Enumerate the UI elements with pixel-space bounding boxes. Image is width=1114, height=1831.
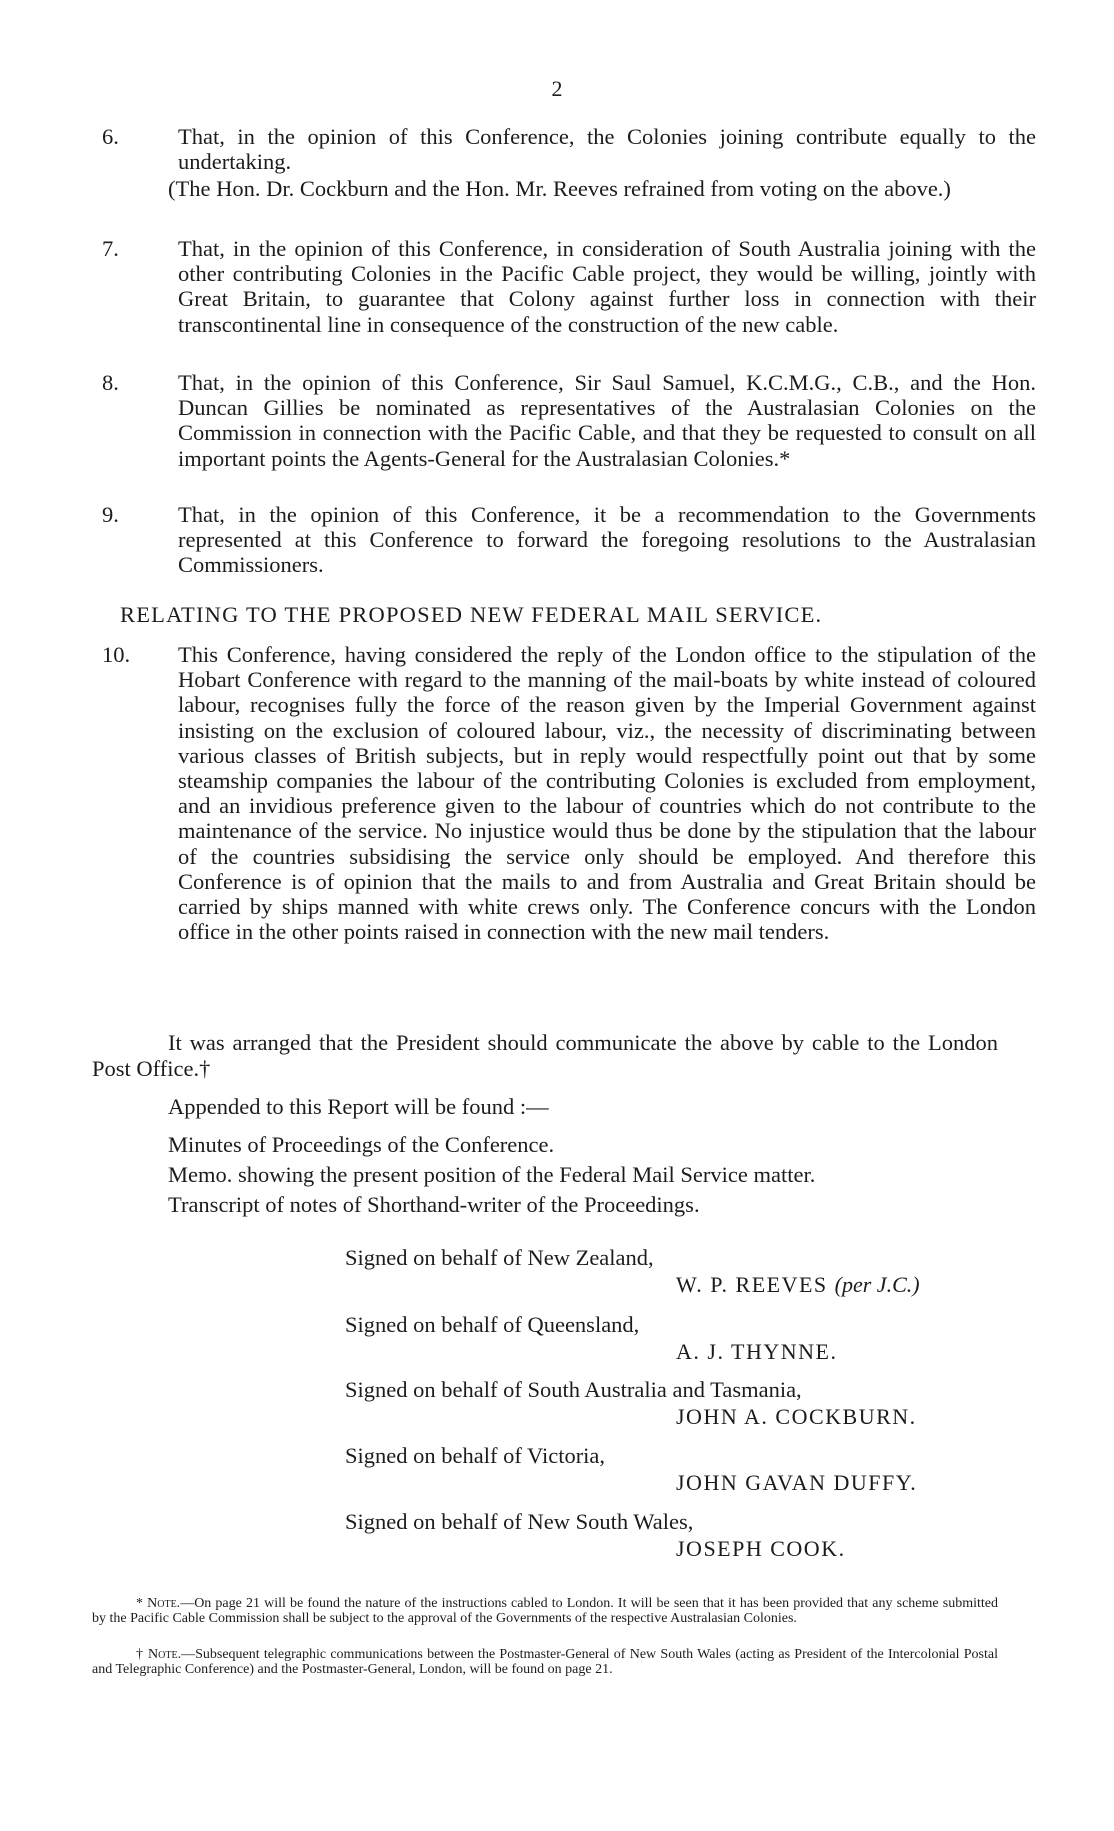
signatory-name: JOHN A. COCKBURN. — [676, 1404, 917, 1429]
resolution-8 — [102, 370, 1036, 471]
appended-item: Memo. showing the present position of the Federal Mail Service matter. — [168, 1162, 816, 1187]
resolution-6 — [102, 124, 1036, 175]
abstention-note: (The Hon. Dr. Cockburn and the Hon. Mr. Reeves refrained from voting on the above.) — [168, 176, 951, 201]
resolution-number: 7. — [102, 236, 119, 261]
page-number: 2 — [551, 76, 563, 101]
appended-intro: Appended to this Report will be found :— — [168, 1094, 549, 1119]
resolution-number: 6. — [102, 124, 119, 149]
signature-line: Signed on behalf of Queensland, — [345, 1312, 640, 1337]
signatory-name: A. J. THYNNE. — [676, 1339, 838, 1364]
footnote-1 — [92, 1597, 998, 1627]
resolution-7 — [102, 236, 1036, 337]
resolution-number: 10. — [102, 642, 131, 667]
resolution-10 — [102, 642, 1036, 945]
resolution-text: That, in the opinion of this Conference, in consideration of South Australia joining with the other contributing Colonies in the Pacific Cable project, they would be willing, jointly with Great Britain, to guarantee that Colony against further loss in connection with their transcontinental line in consequence of the construction of the new cable. — [178, 236, 1036, 337]
resolution-9 — [102, 502, 1036, 578]
signature-line: Signed on behalf of New Zealand, — [345, 1245, 654, 1270]
appended-item: Transcript of notes of Shorthand-writer of the Proceedings. — [168, 1192, 700, 1217]
signatory-name — [676, 1272, 920, 1298]
appended-list — [168, 1130, 815, 1220]
footnote-mark: † Note. — [136, 1647, 182, 1662]
section-heading: RELATING TO THE PROPOSED NEW FEDERAL MAIL SERVICE. — [120, 602, 823, 627]
resolution-text: This Conference, having considered the reply of the London office to the stipulation of the Hobart Conference with regard to the manning of the mail-boats by white instead of coloured labour, recognises fully the force of the reason given by the Imperial Government against insisting on the exclusion of coloured labour, viz., the necessity of discriminating between various classes of British subjects, but in reply would respectfully point out that by some steamship companies the labour of the contributing Colonies is excluded from employment, and an invidious preference given to the labour of countries which do not contribute to the maintenance of the service. No injustice would thus be done by the stipulation that the labour of the countries subsidising the service only should be employed. And therefore this Conference is of opinion that the mails to and from Australia and Great Britain should be carried by ships manned with white crews only. The Conference concurs with the London office in the other points raised in connection with the new mail tenders. — [178, 642, 1036, 945]
resolution-text: That, in the opinion of this Conference, the Colonies joining contribute equally to the undertaking. — [178, 124, 1036, 175]
appended-item: Minutes of Proceedings of the Conference. — [168, 1132, 555, 1157]
resolution-text: That, in the opinion of this Conference, Sir Saul Samuel, K.C.M.G., C.B., and the Hon. Duncan Gillies be nominated as representatives of the Australasian Colonies on the Commission in connection with the Pacific Cable, and that they be requested to consult on all important points the Agents-General for the Australasian Colonies.* — [178, 370, 1036, 471]
resolution-number: 9. — [102, 502, 119, 527]
signatory-name-text: W. P. REEVES — [676, 1272, 828, 1297]
footnote-2 — [92, 1648, 998, 1678]
signatory-name: JOHN GAVAN DUFFY. — [676, 1470, 918, 1495]
resolution-text: That, in the opinion of this Conference, it be a recommendation to the Governments represented at this Conference to forward the foregoing resolutions to the Australasian Commissioners. — [178, 502, 1036, 578]
signature-line: Signed on behalf of South Australia and Tasmania, — [345, 1377, 802, 1402]
resolution-number: 8. — [102, 370, 119, 395]
cable-paragraph: It was arranged that the President should communicate the above by cable to the London Post Office.† — [92, 1030, 998, 1081]
signature-line: Signed on behalf of Victoria, — [345, 1443, 606, 1468]
signature-line: Signed on behalf of New South Wales, — [345, 1509, 694, 1534]
footnote-text: —Subsequent telegraphic communications between the Postmaster-General of New South Wales (acting as President of the Intercolonial Postal and Telegraphic Conference) and the Postmaster-General, London, will be found on page 21. — [92, 1647, 998, 1677]
footnote-mark: * Note. — [136, 1596, 181, 1611]
signatory-name: JOSEPH COOK. — [676, 1536, 846, 1561]
footnote-text: —On page 21 will be found the nature of the instructions cabled to London. It will be seen that it has been provided that any scheme submitted by the Pacific Cable Commission shall be subject to the approval of the Governments of the respective Australasian Colonies. — [92, 1596, 998, 1626]
signatory-suffix: (per J.C.) — [834, 1272, 920, 1297]
